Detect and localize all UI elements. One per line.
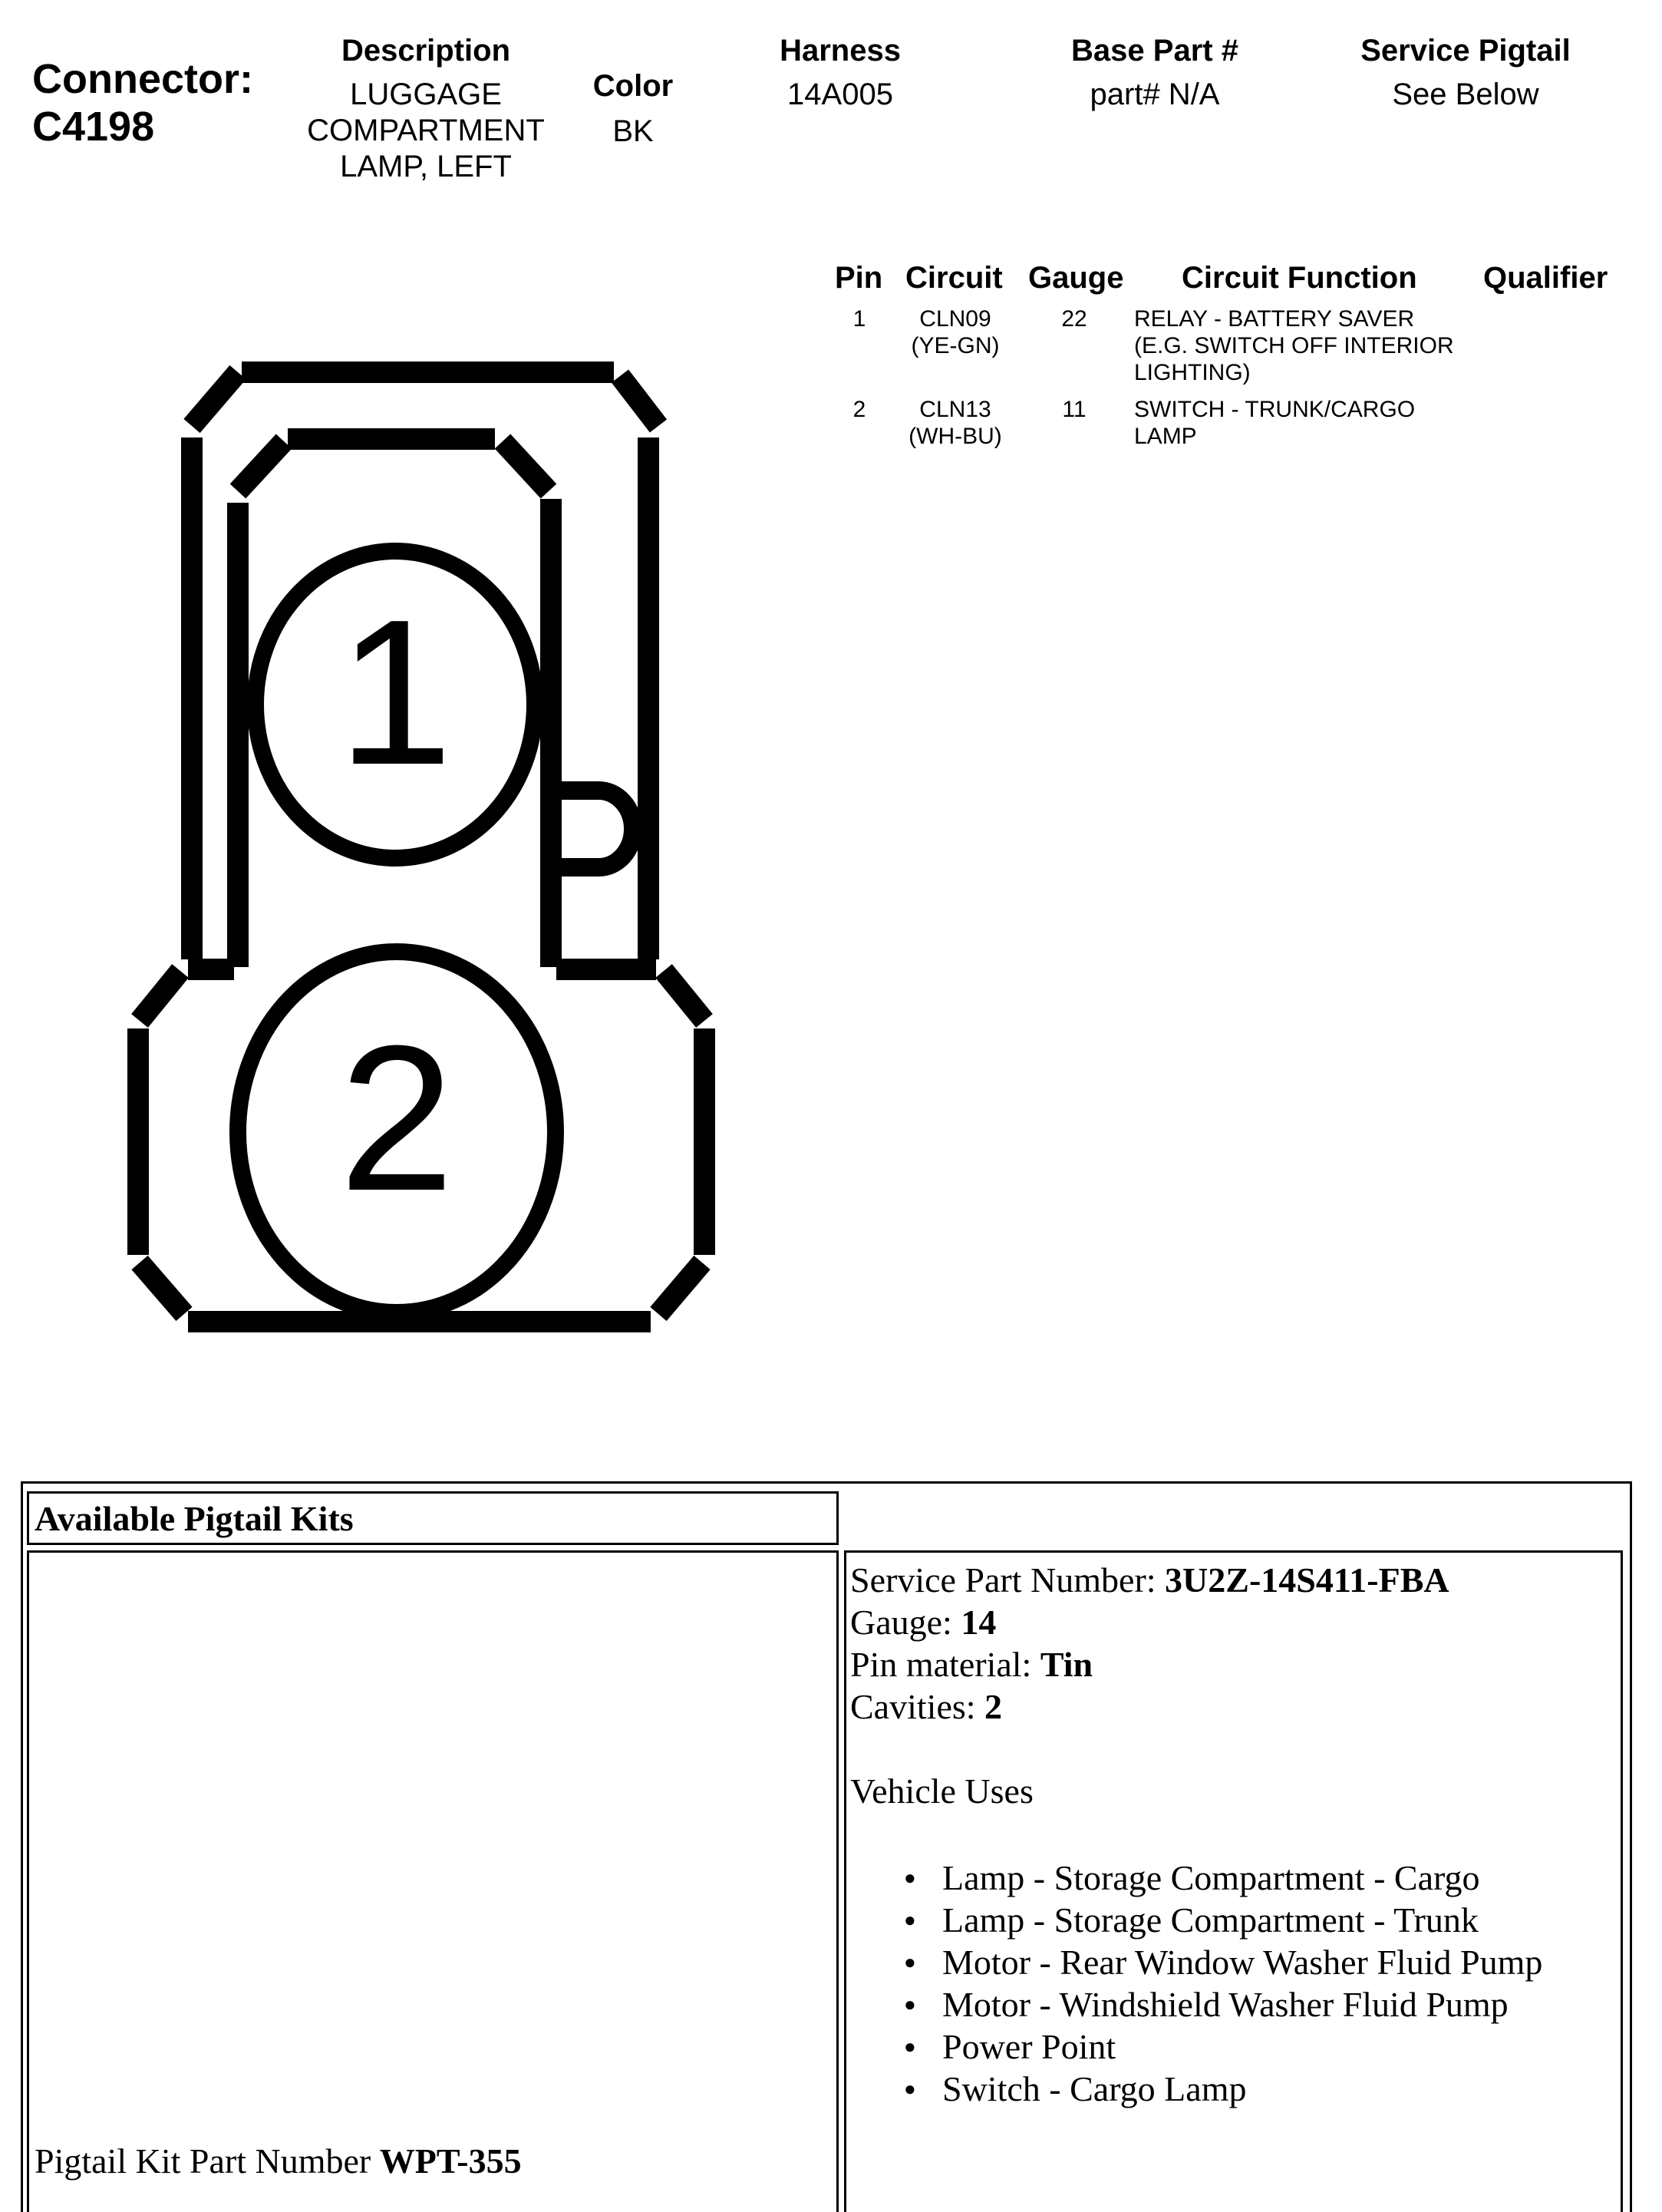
pin-header: Pin: [835, 261, 883, 295]
pin-material-value: Tin: [1040, 1645, 1093, 1684]
service-part-label: Service Part Number:: [850, 1560, 1166, 1600]
vehicle-use-item: ● Lamp - Storage Compartment - Cargo: [904, 1857, 1542, 1899]
vehicle-use-item: ● Motor - Rear Window Washer Fluid Pump: [904, 1941, 1542, 1983]
circuit-cell: [890, 396, 1021, 450]
pigtail-kit-label: Pigtail Kit Part Number: [35, 2141, 380, 2181]
circuit-header: Circuit: [905, 261, 1003, 295]
pin-material: [850, 1643, 1093, 1685]
gauge-cell: 22: [1061, 306, 1087, 332]
base-part-header: Base Part #: [1071, 34, 1238, 68]
gauge-label: Gauge:: [850, 1603, 961, 1642]
vehicle-uses-list: [904, 1857, 1542, 2110]
pigtail-kits-title: Available Pigtail Kits: [35, 1499, 354, 1538]
vehicle-use-item: ● Switch - Cargo Lamp: [904, 2068, 1542, 2110]
pigtail-kit-number: WPT-355: [379, 2141, 522, 2181]
circuit-color: (YE-GN): [911, 333, 1000, 358]
circuit-color: (WH-BU): [908, 424, 1002, 449]
pigtail-spec-cell: [844, 1550, 1623, 2212]
polarization-key: [552, 791, 633, 867]
function-line: LIGHTING): [1134, 360, 1251, 385]
circuit-code: CLN09: [919, 306, 991, 332]
qualifier-header: Qualifier: [1483, 261, 1608, 295]
circuit-code: CLN13: [919, 397, 991, 422]
function-cell: [1134, 396, 1487, 450]
function-line: SWITCH - TRUNK/CARGO: [1134, 397, 1416, 422]
color-header: Color: [592, 69, 674, 103]
service-pigtail-header: Service Pigtail: [1360, 34, 1571, 68]
function-line: LAMP: [1134, 424, 1197, 449]
description-line: LAMP, LEFT: [340, 150, 512, 183]
gauge-value: 14: [961, 1603, 997, 1642]
pigtail-image-cell: [27, 1550, 839, 2212]
gauge-header: Gauge: [1028, 261, 1124, 295]
connector-face-diagram: [115, 349, 729, 1347]
pin-number: 1: [852, 306, 866, 332]
function-line: RELAY - BATTERY SAVER: [1134, 306, 1415, 332]
connector-id: C4198: [32, 104, 155, 150]
vehicle-uses-heading: Vehicle Uses: [850, 1771, 1034, 1811]
function-cell: [1134, 305, 1487, 386]
pigtail-title-cell: [27, 1491, 839, 1545]
connector-heading: [32, 55, 253, 150]
vehicle-use-item: ● Motor - Windshield Washer Fluid Pump: [904, 1983, 1542, 2025]
description-line: COMPARTMENT: [307, 114, 545, 147]
circuit-function-header: Circuit Function: [1182, 261, 1417, 295]
cavities: [850, 1685, 1002, 1728]
function-line: (E.G. SWITCH OFF INTERIOR: [1134, 333, 1454, 358]
pigtail-gauge: [850, 1601, 996, 1643]
vehicle-use-item: ● Power Point: [904, 2025, 1542, 2068]
cavities-value: 2: [984, 1687, 1003, 1726]
description-line: LUGGAGE: [350, 78, 502, 111]
description-value: [272, 77, 579, 185]
pin-1-label: 1: [337, 577, 453, 808]
description-header: Description: [341, 34, 511, 68]
vehicle-use-item: ● Lamp - Storage Compartment - Trunk: [904, 1899, 1542, 1941]
service-part-number: [850, 1559, 1449, 1601]
pin-number: 2: [852, 397, 866, 422]
base-part-value: part# N/A: [1090, 78, 1220, 111]
connector-label: Connector:: [32, 56, 253, 102]
harness-value: 14A005: [787, 78, 893, 111]
color-value: BK: [612, 114, 654, 148]
pin-2-label: 2: [338, 1003, 455, 1234]
gauge-cell: 11: [1062, 397, 1087, 422]
cavities-label: Cavities:: [850, 1687, 985, 1726]
circuit-cell: [890, 305, 1021, 359]
service-part-value: 3U2Z-14S411-FBA: [1165, 1560, 1449, 1600]
harness-header: Harness: [780, 34, 901, 68]
pigtail-kit-part: [35, 2140, 522, 2182]
pin-material-label: Pin material:: [850, 1645, 1040, 1684]
service-pigtail-value: See Below: [1392, 78, 1539, 111]
